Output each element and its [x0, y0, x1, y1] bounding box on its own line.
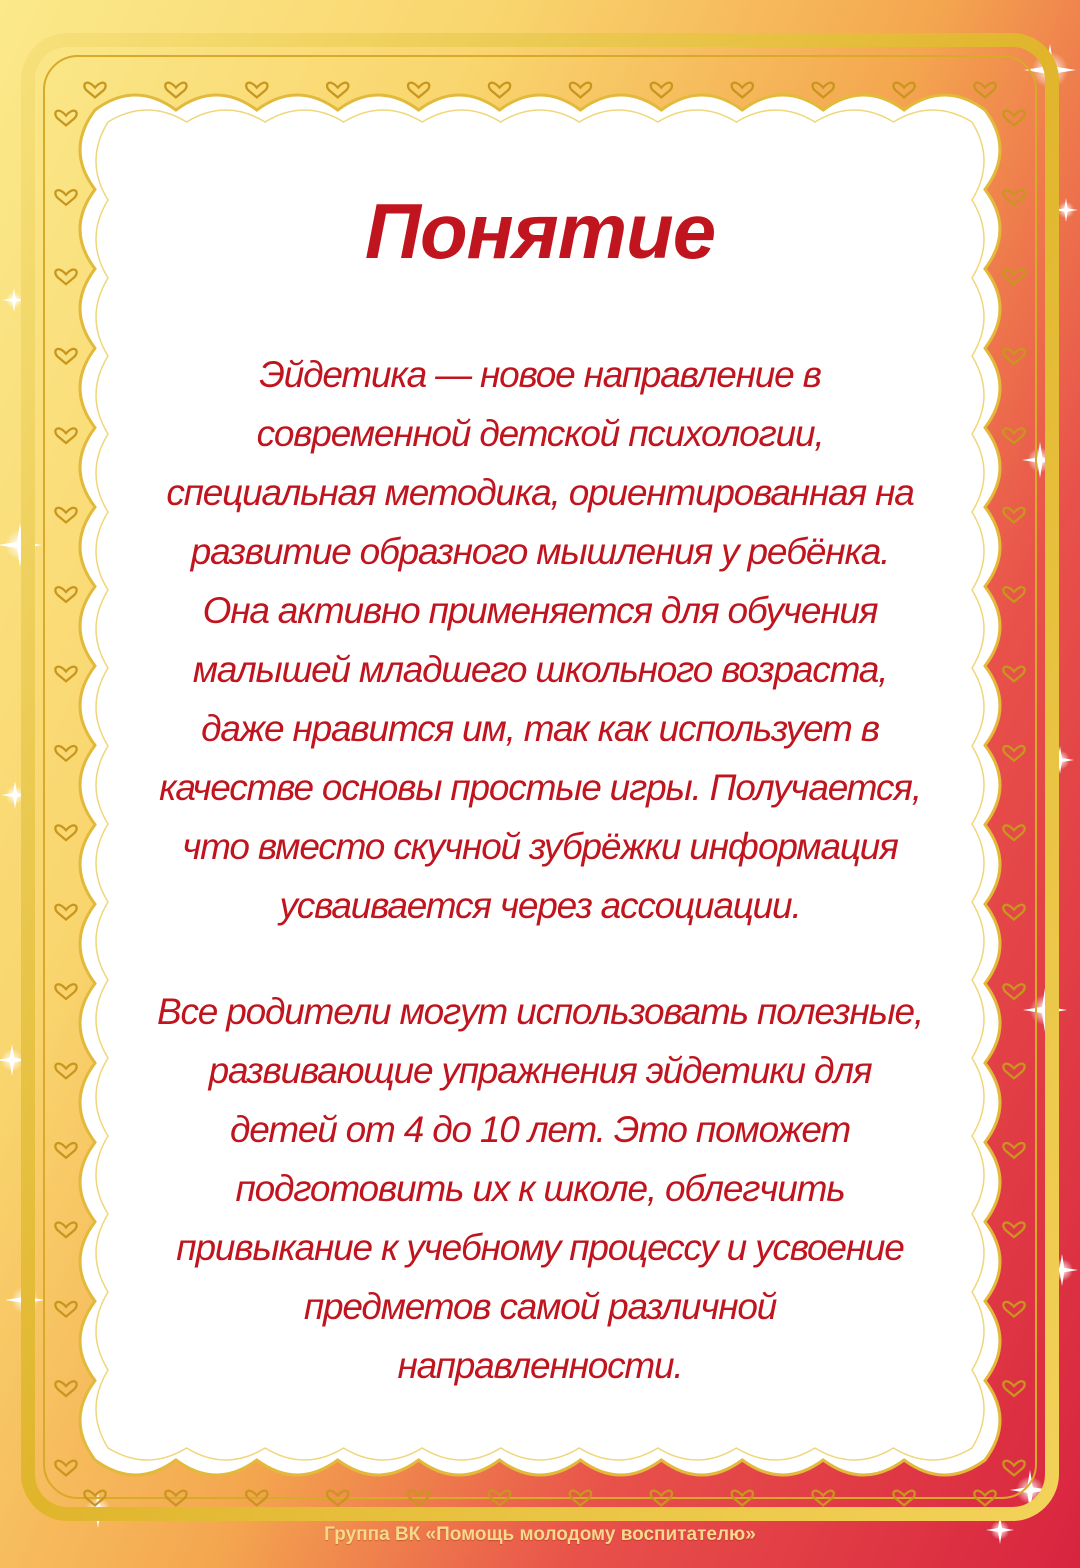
- heart-ornament-icon: [570, 83, 591, 98]
- heart-ornament-icon: [55, 746, 76, 761]
- heart-ornament-icon: [1003, 1064, 1024, 1079]
- heart-ornament-icon: [84, 83, 105, 98]
- text-line: усваивается через ассоциации.: [279, 885, 801, 926]
- heart-ornament-icon: [974, 83, 995, 98]
- heart-ornament-icon: [55, 905, 76, 920]
- text-line: специальная методика, ориентированная на: [166, 472, 914, 513]
- text-line: даже нравится им, так как использует в: [201, 708, 879, 749]
- text-line: что вместо скучной зубрёжки информация: [182, 826, 898, 867]
- heart-ornament-icon: [732, 83, 753, 98]
- text-line: детей от 4 до 10 лет. Это поможет: [230, 1109, 850, 1150]
- heart-ornament-icon: [55, 984, 76, 999]
- heart-ornament-icon: [651, 83, 672, 98]
- page-title: Понятие: [364, 187, 716, 275]
- heart-ornament-icon: [55, 825, 76, 840]
- heart-ornament-icon: [1003, 905, 1024, 920]
- heart-ornament-icon: [1003, 825, 1024, 840]
- heart-ornament-icon: [1003, 111, 1024, 126]
- heart-ornament-icon: [1003, 428, 1024, 443]
- heart-ornament-icon: [55, 508, 76, 523]
- text-line: Она активно применяется для обучения: [202, 590, 878, 631]
- heart-ornament-icon: [1003, 984, 1024, 999]
- heart-ornament-icon: [327, 83, 348, 98]
- heart-ornament-icon: [1003, 667, 1024, 682]
- heart-ornament-icon: [55, 1143, 76, 1158]
- text-line: качестве основы простые игры. Получается,: [159, 767, 921, 808]
- heart-ornament-icon: [1003, 1461, 1024, 1476]
- heart-ornament-icon: [1003, 1381, 1024, 1396]
- heart-ornament-icon: [55, 349, 76, 364]
- heart-ornament-icon: [55, 1381, 76, 1396]
- heart-ornament-icon: [1003, 1302, 1024, 1317]
- paragraph-eidetics-definition: [120, 345, 960, 935]
- heart-ornament-icon: [1003, 587, 1024, 602]
- paragraph-parents-advice: [120, 982, 960, 1395]
- heart-ornament-icon: [489, 83, 510, 98]
- text-line: направленности.: [397, 1345, 683, 1386]
- heart-ornament-icon: [55, 1302, 76, 1317]
- heart-ornament-icon: [165, 83, 186, 98]
- heart-ornament-icon: [893, 83, 914, 98]
- text-line: развивающие упражнения эйдетики для: [208, 1050, 872, 1091]
- heart-ornament-icon: [55, 667, 76, 682]
- heart-ornament-icon: [1003, 746, 1024, 761]
- heart-ornament-icon: [55, 1064, 76, 1079]
- text-line: Все родители могут использовать полезные,: [156, 991, 924, 1032]
- heart-ornament-icon: [813, 83, 834, 98]
- heart-ornament-icon: [55, 111, 76, 126]
- text-line: привыкание к учебному процессу и усвоение: [176, 1227, 904, 1268]
- heart-ornament-icon: [55, 1222, 76, 1237]
- heart-ornament-icon: [55, 428, 76, 443]
- text-line: развитие образного мышления у ребёнка.: [190, 531, 890, 572]
- text-line: Эйдетика — новое направление в: [259, 354, 821, 395]
- heart-ornament-icon: [55, 1461, 76, 1476]
- text-line: современной детской психологии,: [256, 413, 824, 454]
- text-line: малышей младшего школьного возраста,: [192, 649, 888, 690]
- footer-caption: Группа ВК «Помощь молодому воспитателю»: [324, 1524, 756, 1545]
- heart-ornament-icon: [1003, 349, 1024, 364]
- heart-ornament-icon: [55, 587, 76, 602]
- heart-ornament-icon: [1003, 1222, 1024, 1237]
- heart-ornament-icon: [1003, 508, 1024, 523]
- heart-ornament-icon: [246, 83, 267, 98]
- text-line: подготовить их к школе, облегчить: [235, 1168, 845, 1209]
- text-line: предметов самой различной: [303, 1286, 777, 1327]
- heart-ornament-icon: [408, 83, 429, 98]
- heart-ornament-icon: [1003, 1143, 1024, 1158]
